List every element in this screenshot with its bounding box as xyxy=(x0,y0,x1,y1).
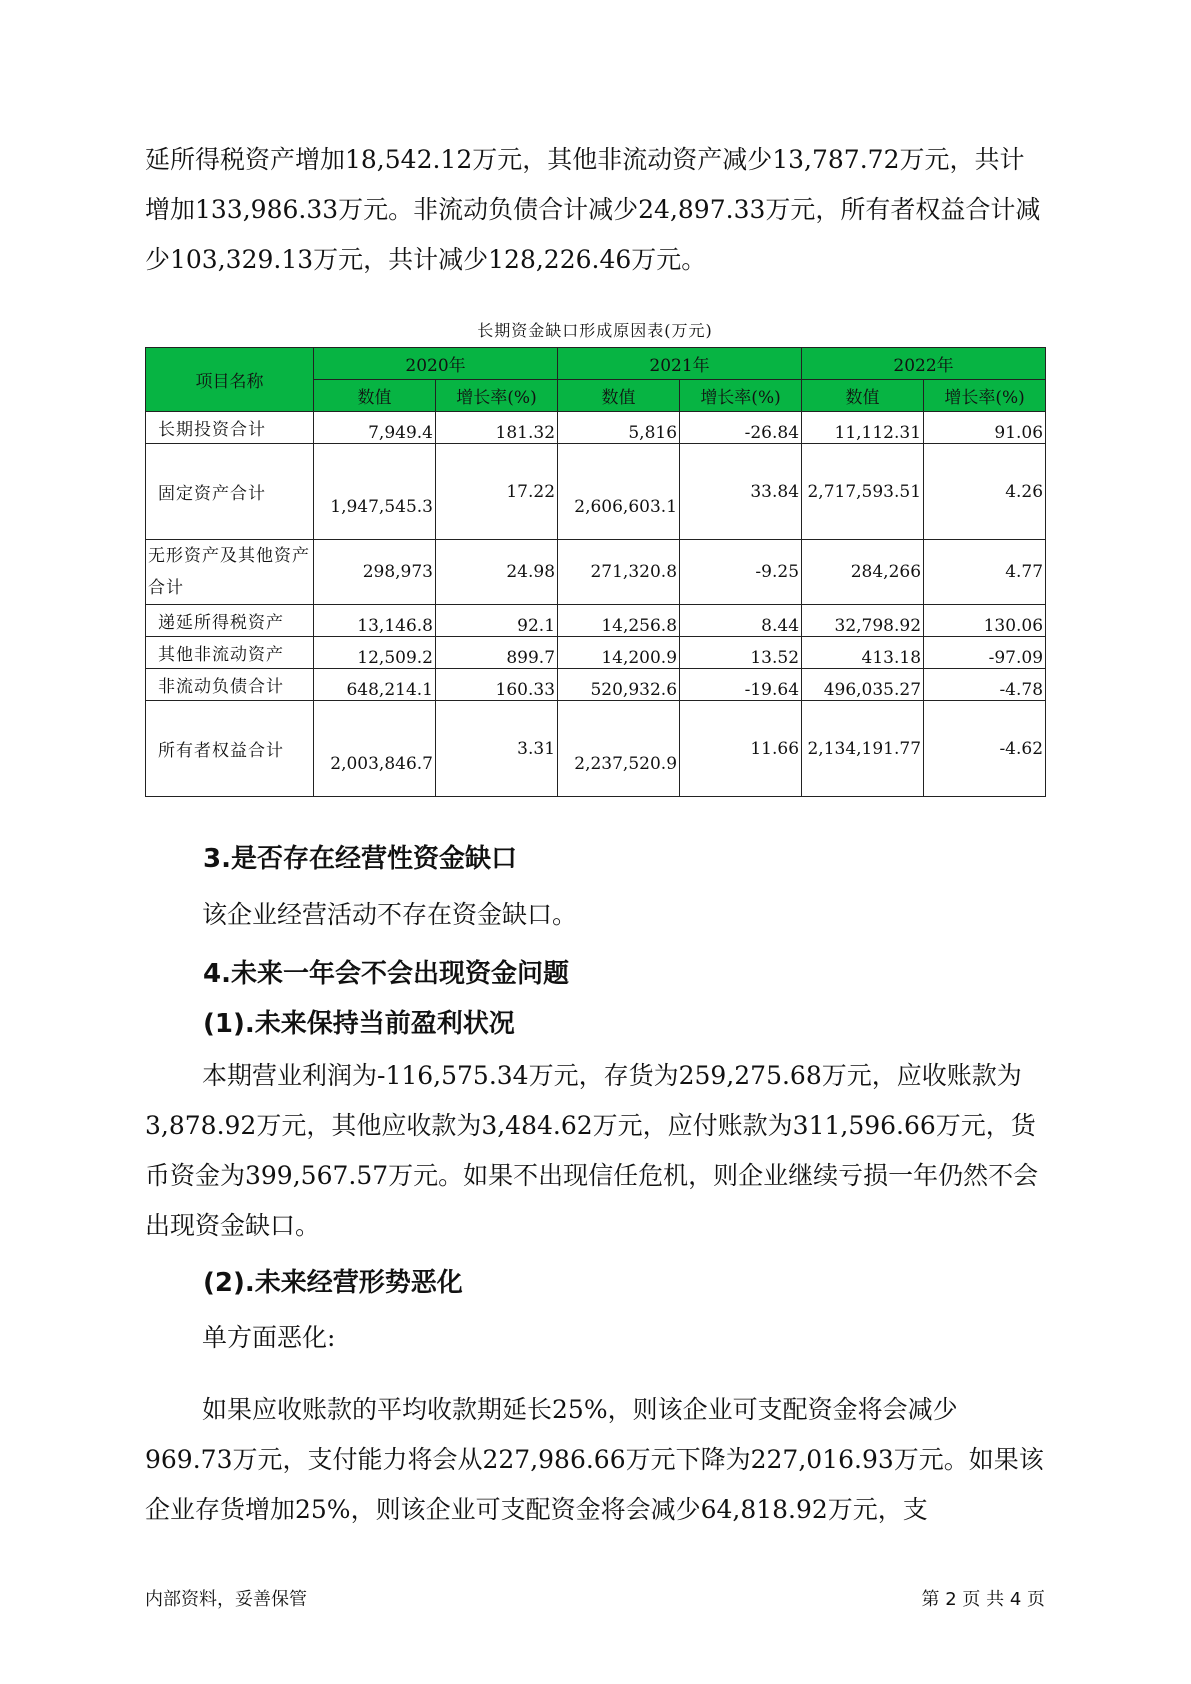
section4-sub2-text: 如果应收账款的平均收款期延长25%，则该企业可支配资金将会减少969.73万元，支付能力将会从227,986.66万元下降为227,016.93万元。如果该企业存货增加25%，则该企业可支配资金将会减少64,818.92万元，支 xyxy=(145,1395,1044,1524)
cell-growth: 8.44 xyxy=(680,605,802,637)
cell-growth: -4.62 xyxy=(924,701,1046,797)
cell-growth: 181.32 xyxy=(436,412,558,444)
cell-value: 14,200.9 xyxy=(558,637,680,669)
cell-value: 1,947,545.3 xyxy=(314,444,436,540)
cell-value: 2,606,603.1 xyxy=(558,444,680,540)
row-label: 非流动负债合计 xyxy=(146,669,314,701)
cell-growth: 3.31 xyxy=(436,701,558,797)
cell-value: 2,717,593.51 xyxy=(802,444,924,540)
cell-growth: 24.98 xyxy=(436,540,558,605)
cell-value: 13,146.8 xyxy=(314,605,436,637)
section4-sub1-paragraph xyxy=(145,1051,1045,1251)
section3-heading: 3.是否存在经营性资金缺口 xyxy=(203,844,517,874)
section3-text: 该企业经营活动不存在资金缺口。 xyxy=(202,900,578,929)
cell-growth: 11.66 xyxy=(680,701,802,797)
cell-growth: 91.06 xyxy=(924,412,1046,444)
cell-value: 7,949.4 xyxy=(314,412,436,444)
cell-growth: 130.06 xyxy=(924,605,1046,637)
capital-gap-table xyxy=(145,347,1046,797)
cell-value: 271,320.8 xyxy=(558,540,680,605)
cell-value: 2,237,520.9 xyxy=(558,701,680,797)
cell-value: 5,816 xyxy=(558,412,680,444)
cell-value: 11,112.31 xyxy=(802,412,924,444)
header-value: 数值 xyxy=(314,380,436,412)
cell-growth: 899.7 xyxy=(436,637,558,669)
table-row xyxy=(146,669,1046,701)
table-row xyxy=(146,637,1046,669)
cell-growth: 160.33 xyxy=(436,669,558,701)
cell-growth: 4.77 xyxy=(924,540,1046,605)
cell-growth: 4.26 xyxy=(924,444,1046,540)
row-label: 递延所得税资产 xyxy=(146,605,314,637)
cell-value: 2,134,191.77 xyxy=(802,701,924,797)
cell-growth: -97.09 xyxy=(924,637,1046,669)
row-label: 其他非流动资产 xyxy=(146,637,314,669)
table-row xyxy=(146,444,1046,540)
cell-value: 298,973 xyxy=(314,540,436,605)
section4-heading: 4.未来一年会不会出现资金问题 xyxy=(203,959,569,989)
table-row xyxy=(146,605,1046,637)
table-row xyxy=(146,701,1046,797)
cell-value: 32,798.92 xyxy=(802,605,924,637)
section3-paragraph xyxy=(145,890,1045,940)
section4-sub2-heading: (2).未来经营形势恶化 xyxy=(203,1268,463,1298)
intro-text: 延所得税资产增加18,542.12万元，其他非流动资产减少13,787.72万元，共计增加133,986.33万元。非流动负债合计减少24,897.33万元，所有者权益合计减少103,329.13万元，共计减少128,226.46万元。 xyxy=(145,145,1041,274)
cell-growth: -4.78 xyxy=(924,669,1046,701)
cell-value: 14,256.8 xyxy=(558,605,680,637)
header-item-name: 项目名称 xyxy=(146,348,314,412)
header-growth: 增长率(%) xyxy=(436,380,558,412)
cell-value: 648,214.1 xyxy=(314,669,436,701)
header-growth: 增长率(%) xyxy=(680,380,802,412)
header-year-2021: 2021年 xyxy=(558,348,802,380)
row-label: 固定资产合计 xyxy=(146,444,314,540)
row-label: 无形资产及其他资产合计 xyxy=(146,540,314,605)
cell-growth: 92.1 xyxy=(436,605,558,637)
cell-growth: 13.52 xyxy=(680,637,802,669)
header-growth: 增长率(%) xyxy=(924,380,1046,412)
header-value: 数值 xyxy=(802,380,924,412)
footer-confidential: 内部资料，妥善保管 xyxy=(145,1589,307,1610)
row-label: 所有者权益合计 xyxy=(146,701,314,797)
header-year-2020: 2020年 xyxy=(314,348,558,380)
intro-paragraph xyxy=(145,135,1045,285)
row-label: 长期投资合计 xyxy=(146,412,314,444)
cell-value: 284,266 xyxy=(802,540,924,605)
section4-sub1-heading: (1).未来保持当前盈利状况 xyxy=(203,1009,515,1039)
table-row xyxy=(146,412,1046,444)
header-value: 数值 xyxy=(558,380,680,412)
cell-value: 520,932.6 xyxy=(558,669,680,701)
cell-value: 413.18 xyxy=(802,637,924,669)
cell-growth: 33.84 xyxy=(680,444,802,540)
section4-sub2-label xyxy=(145,1313,1045,1363)
section4-sub1-text: 本期营业利润为-116,575.34万元，存货为259,275.68万元，应收账款为3,878.92万元，其他应收款为3,484.62万元，应付账款为311,596.66万元，货币资金为399,567.57万元。如果不出现信任危机，则企业继续亏损一年仍然不会出现资金缺口。 xyxy=(145,1061,1039,1240)
footer-page-number: 第 2 页 共 4 页 xyxy=(921,1589,1045,1610)
cell-growth: -19.64 xyxy=(680,669,802,701)
sub2-label-text: 单方面恶化: xyxy=(202,1323,336,1352)
cell-value: 12,509.2 xyxy=(314,637,436,669)
cell-growth: -9.25 xyxy=(680,540,802,605)
cell-growth: 17.22 xyxy=(436,444,558,540)
header-year-2022: 2022年 xyxy=(802,348,1046,380)
table-caption: 长期资金缺口形成原因表(万元) xyxy=(477,321,713,340)
section4-sub2-paragraph xyxy=(145,1385,1045,1535)
table-row xyxy=(146,540,1046,605)
cell-value: 2,003,846.7 xyxy=(314,701,436,797)
cell-value: 496,035.27 xyxy=(802,669,924,701)
cell-growth: -26.84 xyxy=(680,412,802,444)
